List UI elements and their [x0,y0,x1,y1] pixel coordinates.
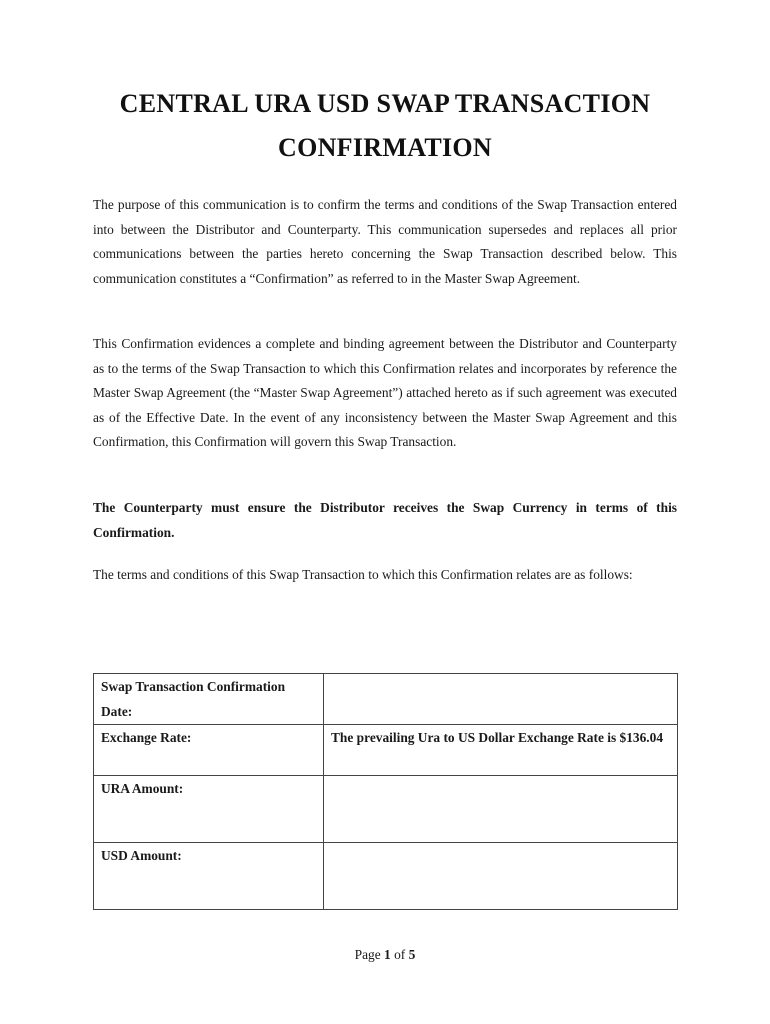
table-cell-label: USD Amount: [94,843,324,910]
table-cell-value: The prevailing Ura to US Dollar Exchange Rate is $136.04 [324,725,678,776]
table-cell-value [324,776,678,843]
table-row [94,843,678,910]
purpose-paragraph: The purpose of this communication is to confirm the terms and conditions of the Swap Transaction entered into between the Distributor and Counterparty. This communication supersedes and replaces all prior communications between the parties hereto concerning the Swap Transaction described below. This communication constitutes a “Confirmation” as referred to in the Master Swap Agreement. [93,197,677,286]
table-cell-label: Swap Transaction Confirmation Date: [94,674,324,725]
evidence-paragraph: This Confirmation evidences a complete and binding agreement between the Distributor and Counterparty as to the terms of the Swap Transaction to which this Confirmation relates and incorporates by reference the Master Swap Agreement (the “Master Swap Agreement”) attached hereto as if such agreement was executed as of the Effective Date. In the event of any inconsistency between the Master Swap Agreement and this Confirmation, this Confirmation will govern this Swap Transaction. [93,336,677,450]
of-word: of [394,947,406,962]
table-cell-value [324,843,678,910]
page-footer [0,947,770,963]
table-cell-value [324,674,678,725]
terms-table [93,673,678,910]
table-cell-label: Exchange Rate: [94,725,324,776]
current-page-number: 1 [384,947,391,962]
table-row [94,725,678,776]
counterparty-obligation-paragraph: The Counterparty must ensure the Distributor receives the Swap Currency in terms of this Confirmation. [93,500,677,540]
terms-intro-paragraph: The terms and conditions of this Swap Transaction to which this Confirmation relates are as follows: [93,567,633,582]
table-row [94,674,678,725]
total-pages-number: 5 [408,947,416,962]
document-title-line-1: CENTRAL URA USD SWAP TRANSACTION [119,89,651,118]
table-cell-label: URA Amount: [94,776,324,843]
table-row [94,776,678,843]
page-word: Page [354,947,381,962]
document-title-line-2: CONFIRMATION [278,133,492,162]
